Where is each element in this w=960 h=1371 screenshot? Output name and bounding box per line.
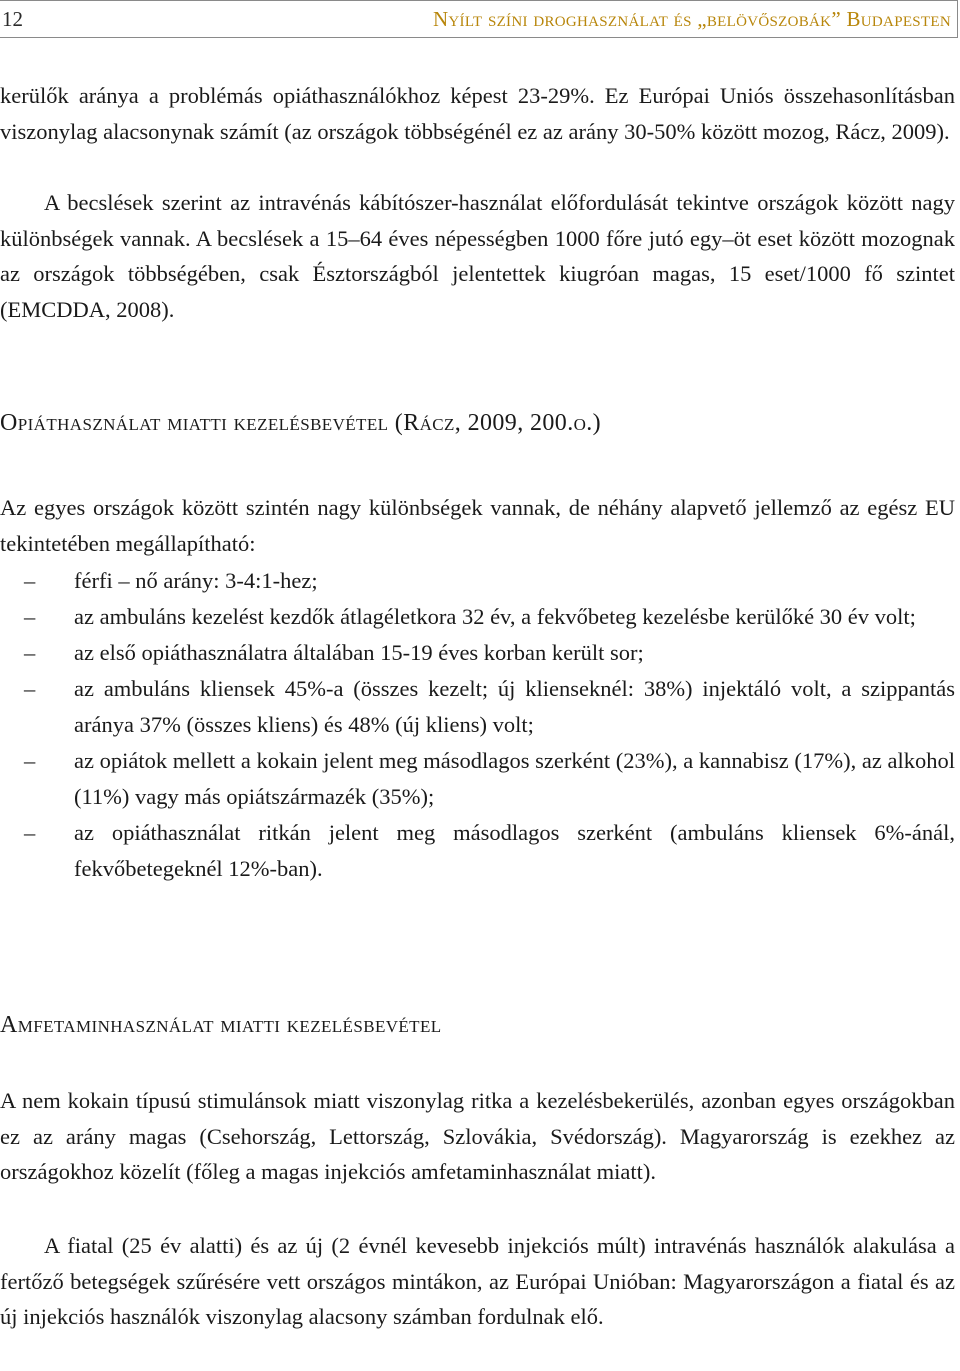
list-item-text: az első opiáthasználatra általában 15-19 éves korban került sor; xyxy=(74,640,644,665)
dash-bullet: – xyxy=(24,820,36,845)
running-title: Nyílt színi droghasználat és „belövőszobák” Budapesten xyxy=(432,7,951,31)
list-item-text: az ambuláns kliensek 45%-a (összes kezelt; új klienseknél: 38%) injektáló volt, a szippantás aránya 37% (összes kliens) és 48% (új kliens) volt; xyxy=(74,676,955,737)
dash-bullet: – xyxy=(24,640,36,665)
list-item xyxy=(0,563,955,599)
dash-bullet: – xyxy=(24,676,36,701)
list-item-text: az opiáthasználat ritkán jelent meg másodlagos szerként (ambuláns kliensek 6%-ánál, fekvőbetegeknél 12%-ban). xyxy=(74,820,955,881)
list-item-text: az ambuláns kezelést kezdők átlagéletkora 32 év, a fekvőbeteg kezelésbe kerülőké 30 év volt; xyxy=(74,604,916,629)
list-item xyxy=(0,743,955,815)
dash-bullet: – xyxy=(24,568,36,593)
list-item-text: az opiátok mellett a kokain jelent meg másodlagos szerként (23%), a kannabisz (17%), az alkohol (11%) vagy más opiátszármazék (35%); xyxy=(74,748,955,809)
list-item xyxy=(0,635,955,671)
section-lead-paragraph: Az egyes országok között szintén nagy különbségek vannak, de néhány alapvető jellemző az egész EU tekintetében megállapítható: xyxy=(0,495,955,556)
amphetamine-paragraph: A nem kokain típusú stimulánsok miatt viszonylag ritka a kezelésbekerülés, azonban egyes országokban ez az arány magas (Csehország, Lettország, Szlovákia, Svédország). Magyarország is ezekhez az országokhoz közelít (főleg a magas injekciós amfetaminhasználat miatt). xyxy=(0,1088,955,1184)
section-heading-opiate-treatment: Opiáthasználat miatti kezelésbevétel (Rácz, 2009, 200.o.) xyxy=(0,410,602,436)
intro-paragraph-continued: kerülők aránya a problémás opiáthasználókhoz képest 23-29%. Ez Európai Uniós összehasonlításban viszonylag alacsonynak számít (az országok többségénél ez az arány 30-50% között mozog, Rácz, 2009). xyxy=(0,83,955,144)
young-users-paragraph: A fiatal (25 év alatti) és az új (2 évnél kevesebb injekciós múlt) intravénás használók alakulása a fertőző betegségek szűrésére vett országos mintákon, az Európai Unióban: Magyarországon a fiatal és az új injekciós használók viszonylag alacsony számban fordulnak elő. xyxy=(0,1233,955,1329)
section-heading-amphetamine-treatment: Amfetaminhasználat miatti kezelésbevétel xyxy=(0,1012,442,1038)
dash-bullet: – xyxy=(24,748,36,773)
dash-bullet: – xyxy=(24,604,36,629)
list-item-text: férfi – nő arány: 3-4:1-hez; xyxy=(74,568,318,593)
intro-paragraph-estimates: A becslések szerint az intravénás kábítószer-használat előfordulását tekintve országok között nagy különbségek vannak. A becslések a 15–64 éves népességben 1000 főre jutó egy–öt eset között mozognak az országok többségében, csak Észtországból jelentettek kiugróan magas, 15 eset/1000 fő szintet (EMCDDA, 2008). xyxy=(0,190,955,322)
list-item xyxy=(0,815,955,887)
list-item xyxy=(0,599,955,635)
dash-list xyxy=(0,563,955,887)
running-header xyxy=(0,0,958,38)
page-number: 12 xyxy=(2,7,23,31)
list-item xyxy=(0,671,955,743)
